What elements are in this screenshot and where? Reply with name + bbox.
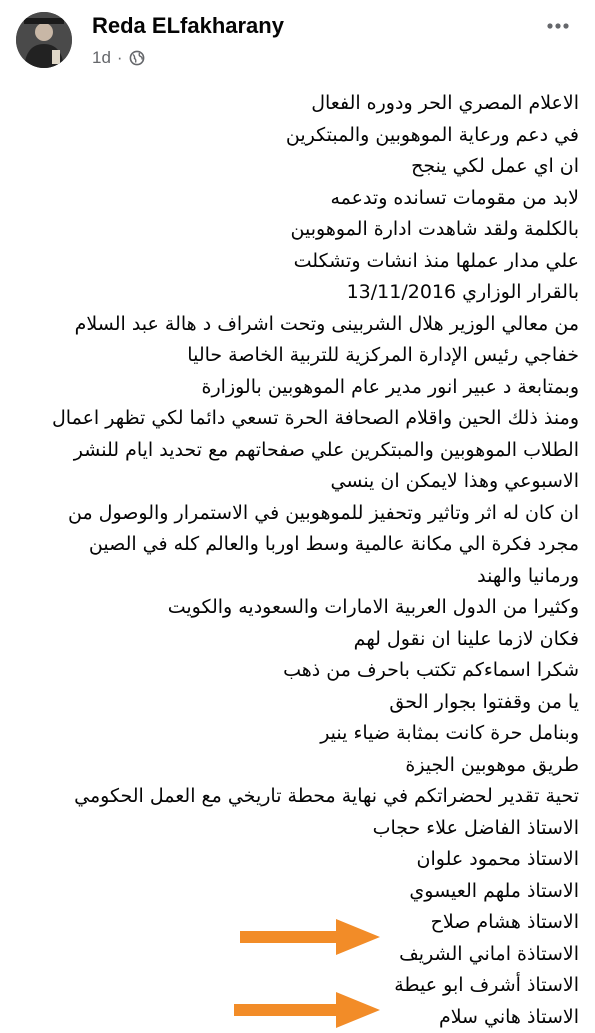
post-timestamp[interactable]: 1d (92, 48, 111, 68)
author-name[interactable]: Reda ELfakharany (92, 13, 284, 39)
post-line: ان اي عمل لكي ينجح (0, 151, 579, 183)
post-line: الاستاذة اماني الشريف (0, 939, 579, 971)
avatar-photo-icon (16, 12, 72, 68)
post-line: وبنامل حرة كانت بمثابة ضياء ينير (0, 718, 579, 750)
meta-separator: · (117, 48, 123, 68)
post-line: الاستاذ ملهم العيسوي (0, 876, 579, 908)
post-line: تحية تقدير لحضراتكم في نهاية محطة تاريخي مع العمل الحكومي (0, 781, 579, 813)
globe-icon[interactable] (129, 50, 145, 66)
post-line: الاستاذ هشام صلاح (0, 907, 579, 939)
post-text (0, 88, 579, 1033)
post-header (0, 0, 595, 80)
post-line: ورمانيا والهند (0, 561, 579, 593)
post-line: في دعم ورعاية الموهوبين والمبتكرين (0, 120, 579, 152)
post-line: شكرا اسماءكم تكتب باحرف من ذهب (0, 655, 579, 687)
more-options-button[interactable] (540, 12, 576, 40)
post-line: بالكلمة ولقد شاهدت ادارة الموهوبين (0, 214, 579, 246)
post-line: الاسبوعي وهذا لايمكن ان ينسي (0, 466, 579, 498)
post-line: الاستاذ الفاضل علاء حجاب (0, 813, 579, 845)
post-line: الاستاذ هاني سلام (0, 1002, 579, 1033)
orange-arrow-icon (234, 988, 384, 1028)
post-line: الاستاذ أشرف ابو عيطة (0, 970, 579, 1002)
post-line: ومنذ ذلك الحين واقلام الصحافة الحرة تسعي دائما لكي تظهر اعمال (0, 403, 579, 435)
post-line: لابد من مقومات تسانده وتدعمه (0, 183, 579, 215)
post-line: وبمتابعة د عبير انور مدير عام الموهوبين بالوزارة (0, 372, 579, 404)
orange-arrow-icon (240, 916, 384, 958)
more-dots-icon (546, 22, 570, 30)
post-meta (92, 48, 145, 68)
post-line: الاعلام المصري الحر ودوره الفعال (0, 88, 579, 120)
post-line: خفاجي رئيس الإدارة المركزية للتربية الخاصة حاليا (0, 340, 579, 372)
post-line: يا من وقفتوا بجوار الحق (0, 687, 579, 719)
post-line: بالقرار الوزاري 13/11/2016 (0, 277, 579, 309)
post-line: من معالي الوزير هلال الشربينى وتحت اشراف د هالة عبد السلام (0, 309, 579, 341)
post-line: وكثيرا من الدول العربية الامارات والسعوديه والكويت (0, 592, 579, 624)
author-avatar[interactable] (16, 12, 72, 68)
post-line: فكان لازما علينا ان نقول لهم (0, 624, 579, 656)
post-line: طريق موهوبين الجيزة (0, 750, 579, 782)
post-line: الاستاذ محمود علوان (0, 844, 579, 876)
post-line: الطلاب الموهوبين والمبتكرين علي صفحاتهم مع تحديد ايام للنشر (0, 435, 579, 467)
post-line: ان كان له اثر وتاثير وتحفيز للموهوبين في الاستمرار والوصول من (0, 498, 579, 530)
post-line: علي مدار عملها منذ انشات وتشكلت (0, 246, 579, 278)
post-line: مجرد فكرة الي مكانة عالمية وسط اوربا والعالم كله في الصين (0, 529, 579, 561)
